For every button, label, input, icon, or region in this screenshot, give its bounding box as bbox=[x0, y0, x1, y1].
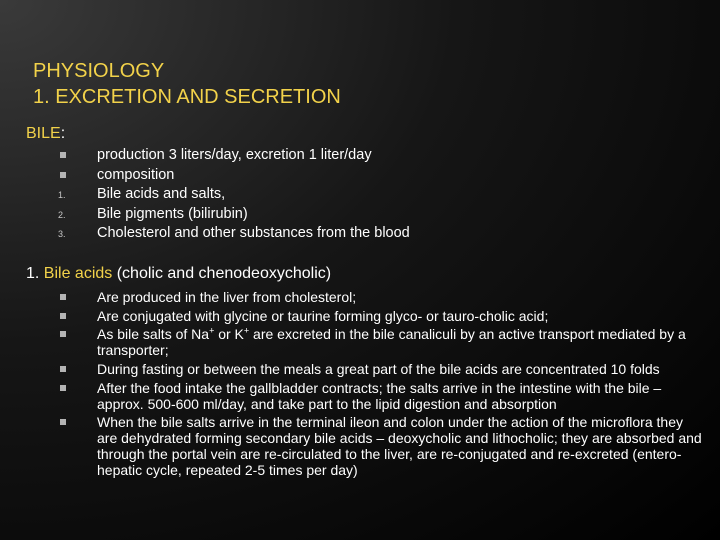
list-item bbox=[56, 146, 706, 166]
list-item bbox=[56, 361, 706, 377]
list-number: 3. bbox=[58, 229, 66, 239]
list-item-text: Bile pigments (bilirubin) bbox=[97, 205, 248, 222]
square-bullet-icon bbox=[60, 294, 66, 300]
list-item bbox=[56, 414, 706, 478]
list-item-text: production 3 liters/day, excretion 1 liter/day bbox=[97, 147, 372, 163]
bile-acids-list bbox=[56, 289, 706, 481]
square-bullet-icon bbox=[60, 366, 66, 372]
bile-acids-heading-highlight: Bile acids bbox=[43, 265, 113, 282]
text-segment: are excreted in the bile canaliculi by an active transport mediated by a transporter; bbox=[97, 326, 686, 359]
list-item-text: After the food intake the gallbladder contracts; the salts arrive in the intestine with the bile – approx. 500-600 ml/day, and take part to the lipid digestion and absorption bbox=[97, 379, 662, 412]
title-line-excretion: 1. EXCRETION AND SECRETION bbox=[33, 86, 341, 108]
list-item bbox=[56, 224, 706, 244]
bile-acids-heading-rest: (cholic and chenodeoxycholic) bbox=[112, 265, 332, 282]
text-segment: or K bbox=[214, 326, 244, 343]
square-bullet-icon bbox=[60, 172, 66, 178]
square-bullet-icon bbox=[60, 152, 66, 158]
square-bullet-icon bbox=[60, 419, 66, 425]
bile-heading bbox=[26, 124, 65, 144]
list-item bbox=[56, 308, 706, 324]
bile-heading-colon: : bbox=[60, 125, 66, 142]
list-item-text: Are produced in the liver from cholesterol; bbox=[97, 289, 357, 305]
list-item bbox=[56, 380, 706, 412]
list-number: 1. bbox=[58, 190, 66, 200]
square-bullet-icon bbox=[60, 385, 66, 391]
list-item-text bbox=[97, 326, 686, 358]
bile-acids-heading bbox=[26, 264, 331, 284]
slide-title bbox=[33, 58, 341, 110]
list-item-text: composition bbox=[97, 166, 175, 183]
bile-list bbox=[56, 146, 706, 244]
list-item-text: Bile acids and salts, bbox=[97, 186, 226, 202]
list-item bbox=[56, 289, 706, 305]
superscript-plus: + bbox=[243, 325, 250, 336]
list-item bbox=[56, 166, 706, 186]
list-number: 2. bbox=[58, 209, 66, 220]
square-bullet-icon bbox=[60, 331, 66, 337]
bile-heading-label: BILE bbox=[26, 125, 61, 142]
list-item-text: Cholesterol and other substances from the blood bbox=[97, 225, 410, 241]
title-line-physiology: PHYSIOLOGY bbox=[33, 60, 165, 82]
list-item bbox=[56, 185, 706, 205]
list-item bbox=[56, 205, 706, 225]
list-item-text: Are conjugated with glycine or taurine forming glyco- or tauro-cholic acid; bbox=[97, 307, 549, 324]
superscript-plus: + bbox=[209, 325, 215, 336]
square-bullet-icon bbox=[60, 313, 66, 319]
list-item bbox=[56, 326, 706, 358]
list-item-text: During fasting or between the meals a great part of the bile acids are concentrated 10 folds bbox=[97, 361, 660, 378]
text-segment: As bile salts of Na bbox=[97, 326, 210, 343]
bile-acids-heading-number: 1. bbox=[26, 265, 44, 282]
list-item-text: When the bile salts arrive in the terminal ileon and colon under the action of the microflora they are dehydrated forming secondary bile acids – deoxycholic and lithocholic; they are absorbed and through the portal vein are re-circulated to the liver, are re-conjugated and re-excreted (entero-hepatic cycle, repeated 2-5 times per day) bbox=[97, 414, 702, 479]
